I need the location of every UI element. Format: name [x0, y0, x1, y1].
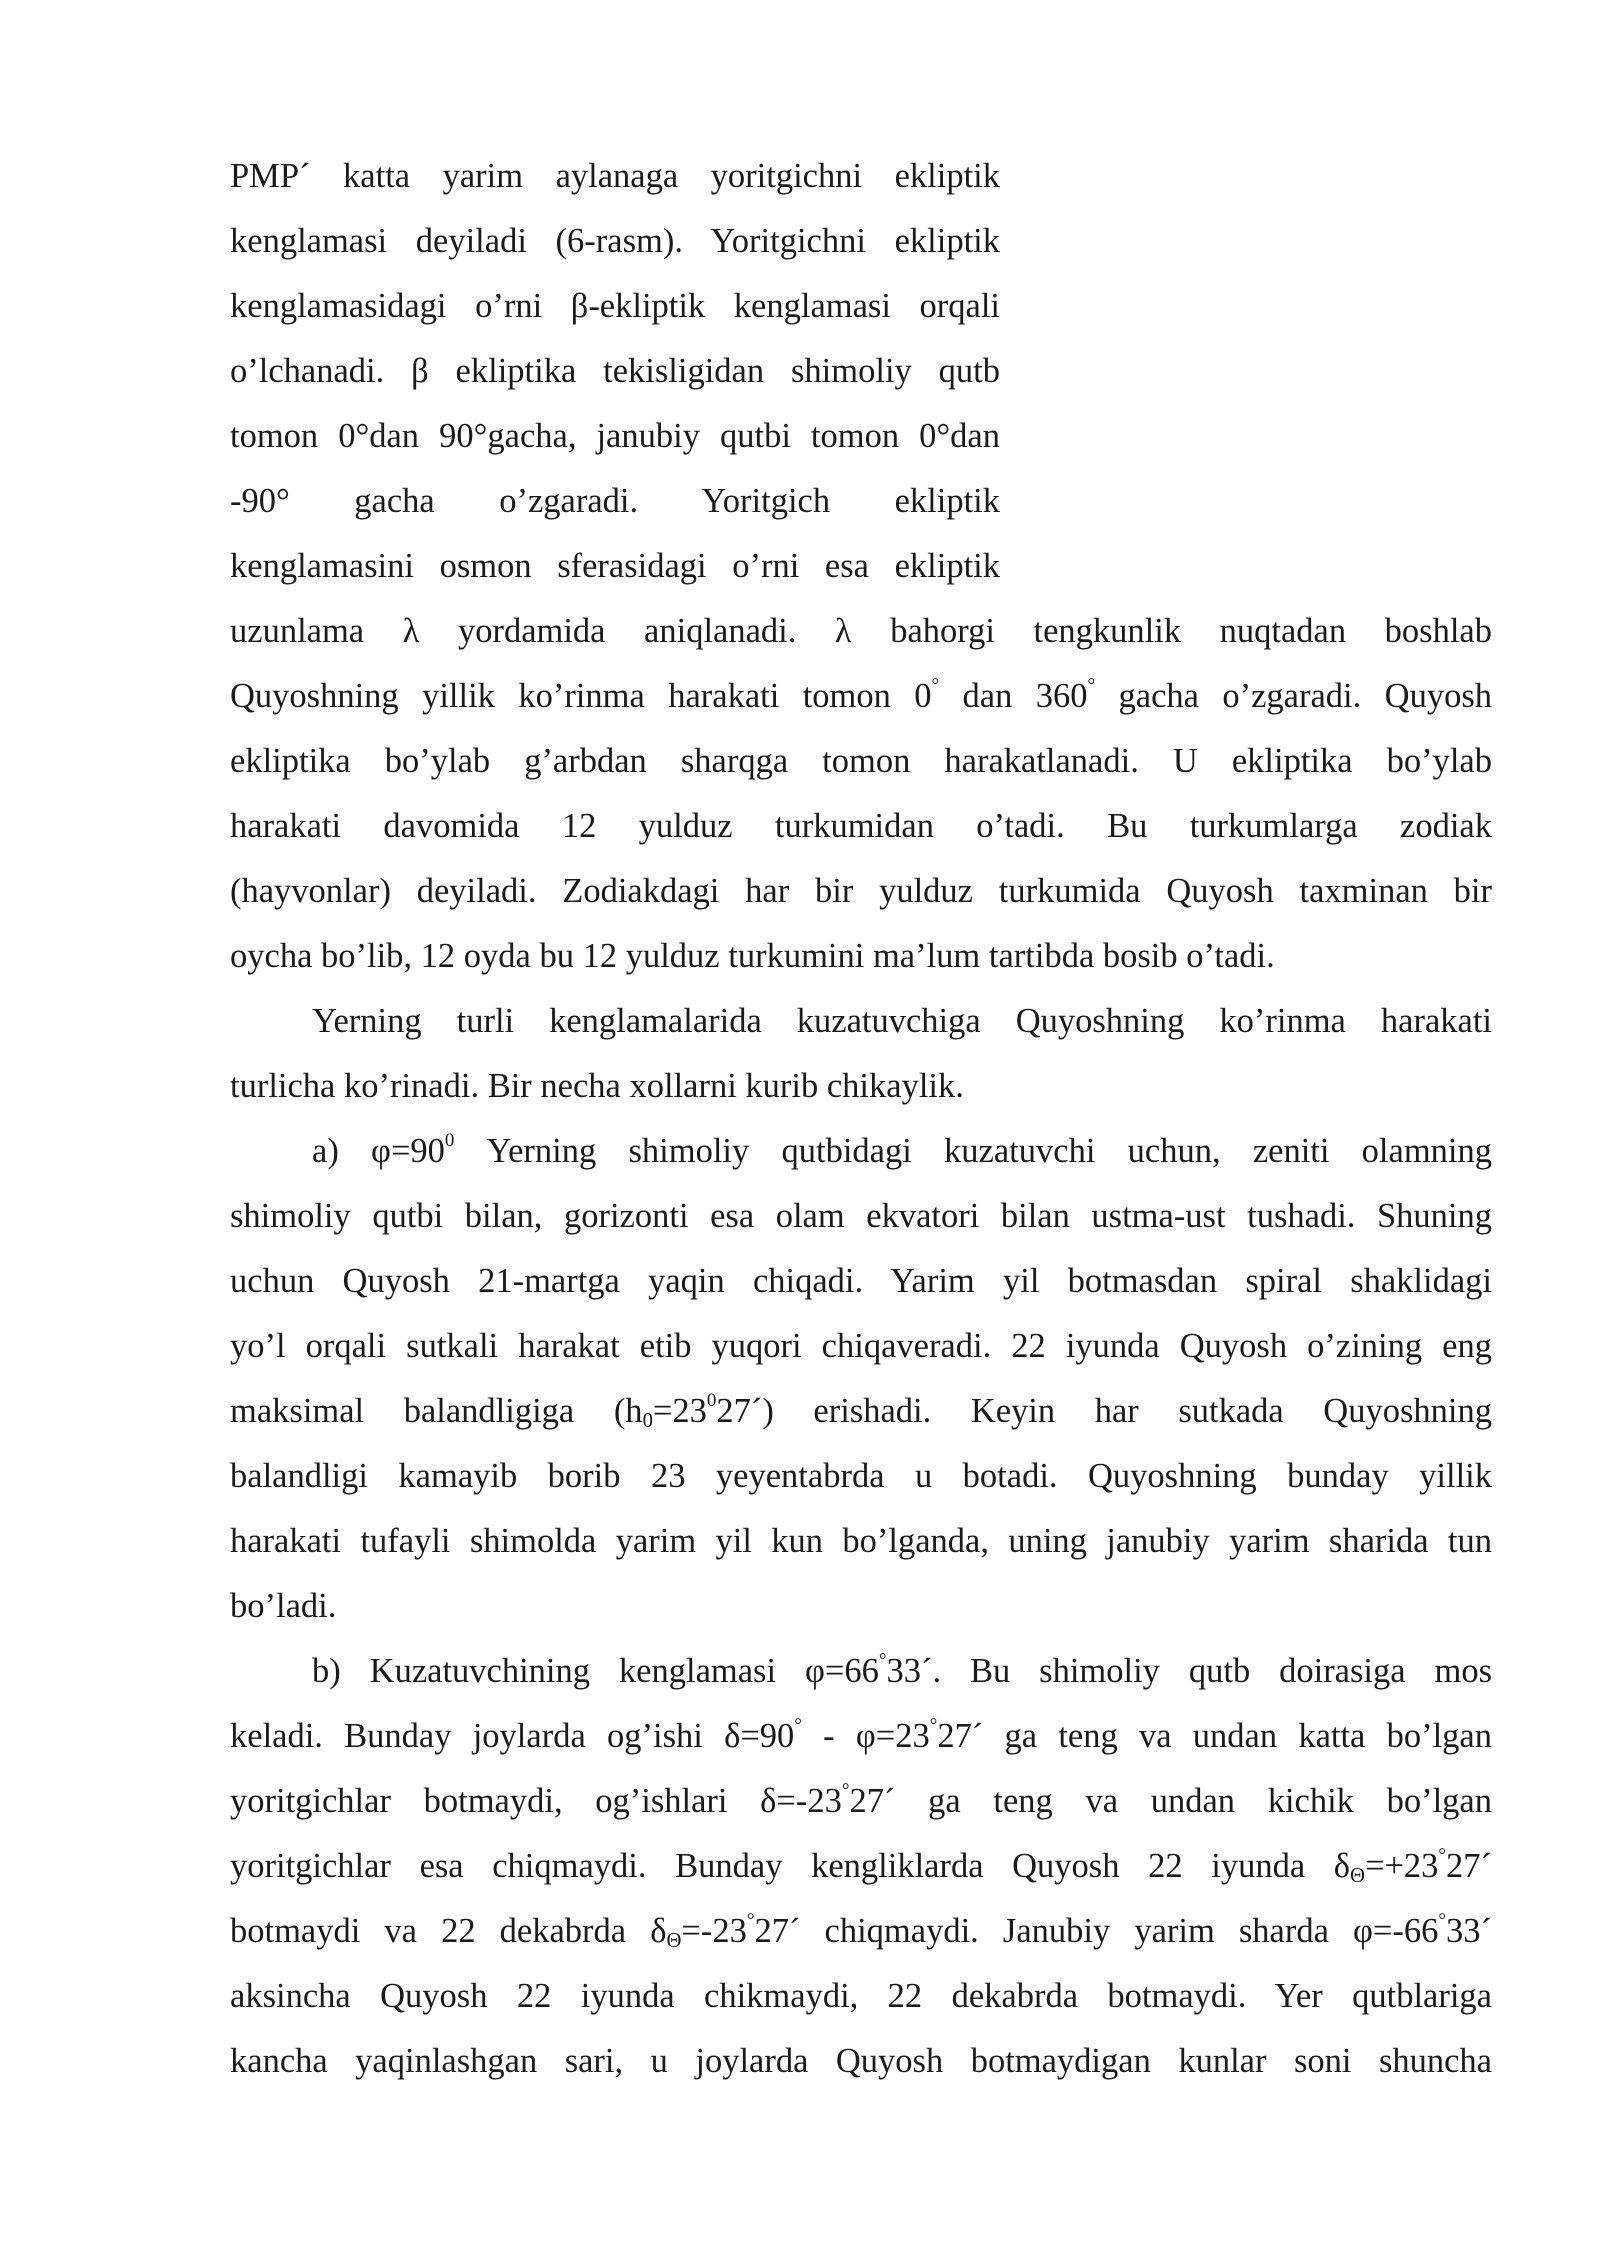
text-line-1: PMP´ katta yarim aylanaga yoritgichni ekliptik [230, 157, 1000, 195]
text-line-21: balandligi kamayib borib 23 yeyentabrda u botadi. Quyoshning bunday yillik [230, 1457, 1492, 1495]
text-line-23: bo’ladi. [230, 1587, 337, 1625]
text-line-12: (hayvonlar) deyiladi. Zodiakdagi har bir yulduz turkumida Quyosh taxminan bir [230, 872, 1492, 910]
text-line-2: kenglamasi deyiladi (6-rasm). Yoritgichni ekliptik [230, 222, 1000, 260]
text-segment: =+23 [1364, 1847, 1439, 1885]
degree-symbol: ° [1087, 674, 1096, 696]
degree-symbol: ° [878, 1649, 887, 1671]
text-segment: maksimal balandligiga (h [230, 1392, 643, 1430]
degree-symbol: ° [931, 674, 940, 696]
text-segment: 27´ ga teng va undan kichik bo’lgan [849, 1782, 1492, 1820]
text-segment: =23 [652, 1392, 707, 1430]
degree-symbol: ° [1438, 1909, 1446, 1931]
text-line-26 [230, 1777, 1492, 1825]
degree-symbol: ° [794, 1714, 802, 1736]
text-line-9 [230, 672, 1492, 720]
text-line-6: -90° gacha o’zgaradi. Yoritgich ekliptik [230, 482, 1000, 520]
text-line-17: shimoliy qutbi bilan, gorizonti esa olam ekvatori bilan ustma-ust tushadi. Shuning [230, 1197, 1492, 1235]
text-segment: Yerning shimoliy qutbidagi kuzatuvchi uchun, zeniti olamning [454, 1132, 1493, 1170]
text-line-4: o’lchanadi. β ekliptika tekisligidan shimoliy qutb [230, 352, 1000, 390]
text-segment: 33´. Bu shimoliy qutb doirasiga mos [886, 1652, 1493, 1690]
text-line-3: kenglamasidagi o’rni β-ekliptik kenglamasi orqali [230, 287, 1000, 325]
superscript: 0 [444, 1129, 455, 1151]
subscript: 0 [642, 1410, 653, 1433]
text-line-22: harakati tufayli shimolda yarim yil kun bo’lganda, uning janubiy yarim sharida tun [230, 1522, 1492, 1560]
text-segment: b) Kuzatuvchining kenglamasi φ=66 [312, 1652, 879, 1690]
subscript: Θ [666, 1930, 682, 1953]
text-segment: keladi. Bunday joylarda og’ishi δ=90 [230, 1717, 795, 1755]
text-line-10: ekliptika bo’ylab g’arbdan sharqga tomon harakatlanadi. U ekliptika bo’ylab [230, 742, 1492, 780]
text-segment: yoritgichlar esa chiqmaydi. Bunday kengliklarda Quyosh 22 iyunda δ [230, 1847, 1351, 1885]
degree-symbol: ° [1438, 1844, 1446, 1866]
text-line-5: tomon 0°dan 90°gacha, janubiy qutbi tomon 0°dan [230, 417, 1000, 455]
text-line-11: harakati davomida 12 yulduz turkumidan o’tadi. Bu turkumlarga zodiak [230, 807, 1492, 845]
text-segment: dan 360 [939, 677, 1088, 715]
degree-symbol: ° [841, 1779, 850, 1801]
text-segment: 27´ ga teng va undan katta bo’lgan [937, 1717, 1492, 1755]
text-line-24 [230, 1647, 1492, 1695]
text-line-25 [230, 1712, 1492, 1760]
superscript: 0 [706, 1389, 717, 1411]
text-line-15: turlicha ko’rinadi. Bir necha xollarni kurib chikaylik. [230, 1067, 964, 1105]
text-segment: 27´ chiqmaydi. Janubiy yarim sharda φ=-66 [754, 1912, 1439, 1950]
text-segment: Quyoshning yillik ko’rinma harakati tomon 0 [230, 677, 932, 715]
text-line-7: kenglamasini osmon sferasidagi o’rni esa ekliptik [230, 547, 1000, 585]
text-line-20 [230, 1387, 1492, 1435]
text-line-28 [230, 1907, 1492, 1955]
degree-symbol: ° [746, 1909, 755, 1931]
text-segment: 33´ [1445, 1912, 1492, 1950]
text-segment: a) φ=90 [312, 1132, 445, 1170]
text-segment: 27´ [1446, 1847, 1492, 1885]
text-line-19: yo’l orqali sutkali harakat etib yuqori chiqaveradi. 22 iyunda Quyosh o’zining eng [230, 1327, 1492, 1365]
degree-symbol: ° [929, 1714, 938, 1736]
text-segment: yoritgichlar botmaydi, og’ishlari δ=-23 [230, 1782, 842, 1820]
text-segment: gacha o’zgaradi. Quyosh [1095, 677, 1493, 715]
text-segment: botmaydi va 22 dekabrda δ [230, 1912, 667, 1950]
text-line-18: uchun Quyosh 21-martga yaqin chiqadi. Yarim yil botmasdan spiral shaklidagi [230, 1262, 1492, 1300]
text-segment: 27´) erishadi. Keyin har sutkada Quyoshning [716, 1392, 1492, 1430]
text-line-27 [230, 1842, 1492, 1890]
text-line-14: Yerning turli kenglamalarida kuzatuvchiga Quyoshning ko’rinma harakati [312, 1002, 1492, 1040]
text-segment: =-23 [681, 1912, 747, 1950]
text-line-13: oycha bo’lib, 12 oyda bu 12 yulduz turkumini ma’lum tartibda bosib o’tadi. [230, 937, 1275, 975]
text-segment: - φ=23 [801, 1717, 930, 1755]
text-line-8: uzunlama λ yordamida aniqlanadi. λ bahorgi tengkunlik nuqtadan boshlab [230, 612, 1492, 650]
subscript: Θ [1350, 1865, 1365, 1888]
text-line-16 [230, 1127, 1492, 1175]
text-line-29: aksincha Quyosh 22 iyunda chikmaydi, 22 dekabrda botmaydi. Yer qutblariga [230, 1977, 1492, 2015]
text-line-30: kancha yaqinlashgan sari, u joylarda Quyosh botmaydigan kunlar soni shuncha [230, 2042, 1492, 2080]
